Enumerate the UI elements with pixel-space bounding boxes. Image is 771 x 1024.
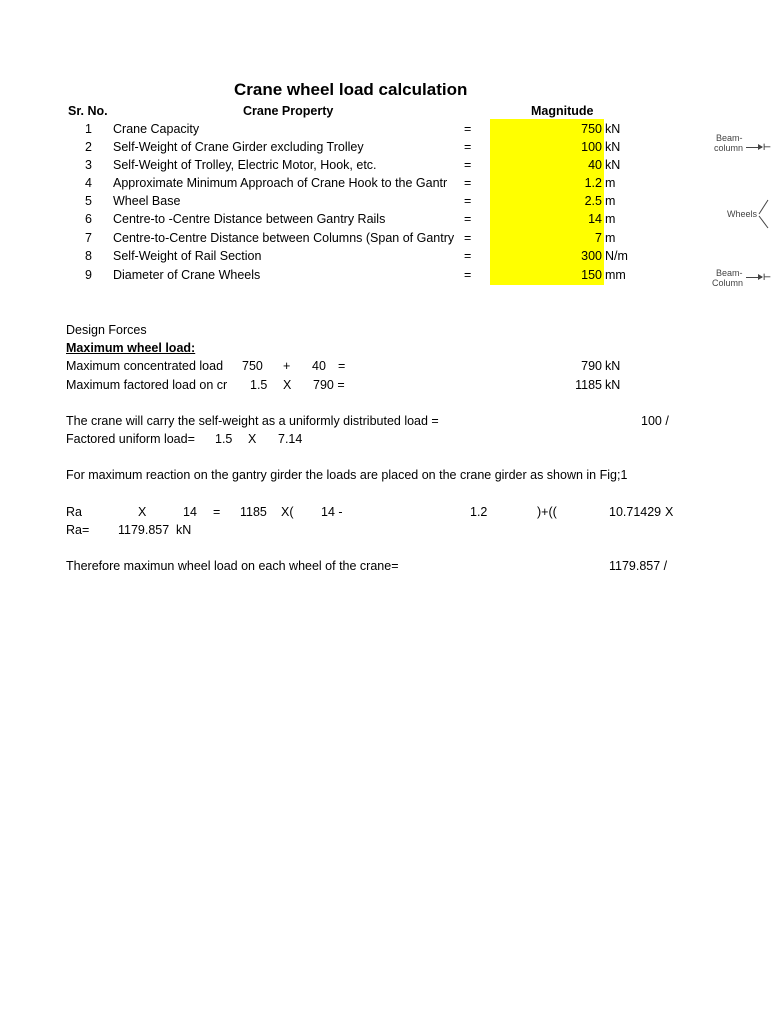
equals-sign: = bbox=[464, 158, 472, 172]
ra-result-unit: kN bbox=[176, 523, 192, 537]
property-name: Centre-to-Centre Distance between Columns (Span of Gantry bbox=[113, 231, 455, 245]
equals-sign: = bbox=[464, 176, 472, 190]
concentrated-load-label: Maximum concentrated load bbox=[66, 359, 224, 373]
property-value: 14 bbox=[588, 212, 602, 226]
property-unit: mm bbox=[605, 268, 626, 282]
figure-label-beam-column-bottom-2: Column bbox=[712, 278, 744, 288]
property-unit: N/m bbox=[605, 249, 628, 263]
figure-edge-mark: ⊢ bbox=[763, 272, 771, 282]
ra-symbol: Ra bbox=[66, 505, 82, 519]
figure-label-beam-column-bottom-1: Beam- bbox=[716, 268, 743, 278]
property-value: 40 bbox=[588, 158, 602, 172]
factored-load-label: Maximum factored load on cr bbox=[66, 378, 228, 392]
udl-value: 100 / bbox=[641, 414, 669, 428]
wheel-pointer-lines bbox=[758, 198, 768, 238]
property-name: Diameter of Crane Wheels bbox=[113, 268, 261, 282]
times-sign: X bbox=[138, 505, 147, 519]
property-unit: m bbox=[605, 194, 616, 208]
factored-load-result: 1185 bbox=[575, 378, 602, 392]
property-value: 1.2 bbox=[584, 176, 602, 190]
reaction-note: For maximum reaction on the gantry girder the loads are placed on the crane girder as shown in Fig;1 bbox=[66, 468, 628, 482]
plus-sign: + bbox=[283, 359, 291, 373]
udl-label: The crane will carry the self-weight as a uniformly distributed load = bbox=[66, 414, 439, 428]
equals-sign: = bbox=[464, 268, 472, 282]
property-value: 300 bbox=[581, 249, 602, 263]
ra-close-paren: )+(( bbox=[537, 505, 557, 519]
conclusion-label: Therefore maximun wheel load on each wheel of the crane= bbox=[66, 559, 399, 573]
property-unit: kN bbox=[605, 122, 621, 136]
property-unit: m bbox=[605, 212, 616, 226]
concentrated-load-a: 750 bbox=[242, 359, 263, 373]
property-name: Self-Weight of Trolley, Electric Motor, Hook, etc. bbox=[113, 158, 377, 172]
concentrated-load-b: 40 bbox=[312, 359, 326, 373]
figure-edge-mark: ⊢ bbox=[763, 142, 771, 152]
property-unit: kN bbox=[605, 158, 621, 172]
ra-span: 14 bbox=[183, 505, 197, 519]
equals-sign: = bbox=[338, 359, 346, 373]
equals-sign: = bbox=[464, 194, 472, 208]
property-name: Approximate Minimum Approach of Crane Hook to the Gantr bbox=[113, 176, 448, 190]
concentrated-load-result: 790 bbox=[581, 359, 602, 373]
factored-load-factor: 1.5 bbox=[250, 378, 268, 392]
property-name: Wheel Base bbox=[113, 194, 181, 208]
figure-label-beam-column-top-1: Beam- bbox=[716, 133, 743, 143]
row-number: 3 bbox=[85, 158, 92, 172]
ra-span-minus: 14 - bbox=[321, 505, 343, 519]
factored-load-b: 790 = bbox=[313, 378, 345, 392]
row-number: 8 bbox=[85, 249, 92, 263]
equals-sign: = bbox=[464, 140, 472, 154]
arrow-icon bbox=[746, 277, 762, 278]
equals-sign: = bbox=[464, 231, 472, 245]
header-sr-no: Sr. No. bbox=[68, 104, 108, 118]
row-number: 7 bbox=[85, 231, 92, 245]
row-number: 1 bbox=[85, 122, 92, 136]
property-name: Centre-to -Centre Distance between Gantry Rails bbox=[113, 212, 386, 226]
property-unit: m bbox=[605, 231, 616, 245]
header-crane-property: Crane Property bbox=[243, 104, 334, 118]
figure-label-beam-column-top-2: column bbox=[714, 143, 744, 153]
ra-times-paren: X( bbox=[281, 505, 294, 519]
property-value: 100 bbox=[581, 140, 602, 154]
property-value: 150 bbox=[581, 268, 602, 282]
page-title: Crane wheel load calculation bbox=[234, 80, 468, 99]
property-unit: m bbox=[605, 176, 616, 190]
property-value: 2.5 bbox=[584, 194, 602, 208]
ra-result-value: 1179.857 bbox=[118, 523, 170, 537]
concentrated-load-unit: kN bbox=[605, 359, 621, 373]
factored-udl-value: 7.14 bbox=[278, 432, 303, 446]
design-forces-heading: Design Forces bbox=[66, 323, 147, 337]
factored-udl-factor: 1.5 bbox=[215, 432, 233, 446]
row-number: 2 bbox=[85, 140, 92, 154]
property-unit: kN bbox=[605, 140, 621, 154]
equals-sign: = bbox=[464, 212, 472, 226]
property-name: Self-Weight of Crane Girder excluding Trolley bbox=[113, 140, 364, 154]
figure-label-wheels: Wheels bbox=[727, 209, 758, 219]
header-magnitude: Magnitude bbox=[531, 104, 594, 118]
ra-load: 1185 bbox=[240, 505, 267, 519]
conclusion-value: 1179.857 / bbox=[609, 559, 668, 573]
ra-approach: 1.2 bbox=[470, 505, 488, 519]
property-value: 7 bbox=[595, 231, 602, 245]
row-number: 9 bbox=[85, 268, 92, 282]
property-name: Crane Capacity bbox=[113, 122, 200, 136]
factored-udl-label: Factored uniform load= bbox=[66, 432, 195, 446]
arrow-icon bbox=[746, 147, 762, 148]
property-value: 750 bbox=[581, 122, 602, 136]
row-number: 5 bbox=[85, 194, 92, 208]
times-sign: X bbox=[665, 505, 674, 519]
equals-sign: = bbox=[213, 505, 221, 519]
equals-sign: = bbox=[464, 249, 472, 263]
ra-udl: 10.71429 bbox=[609, 505, 662, 519]
times-sign: X bbox=[248, 432, 257, 446]
factored-load-unit: kN bbox=[605, 378, 621, 392]
times-sign: X bbox=[283, 378, 292, 392]
ra-result-label: Ra= bbox=[66, 523, 90, 537]
equals-sign: = bbox=[464, 122, 472, 136]
row-number: 4 bbox=[85, 176, 92, 190]
property-name: Self-Weight of Rail Section bbox=[113, 249, 262, 263]
max-wheel-load-heading: Maximum wheel load: bbox=[66, 341, 196, 355]
row-number: 6 bbox=[85, 212, 92, 226]
